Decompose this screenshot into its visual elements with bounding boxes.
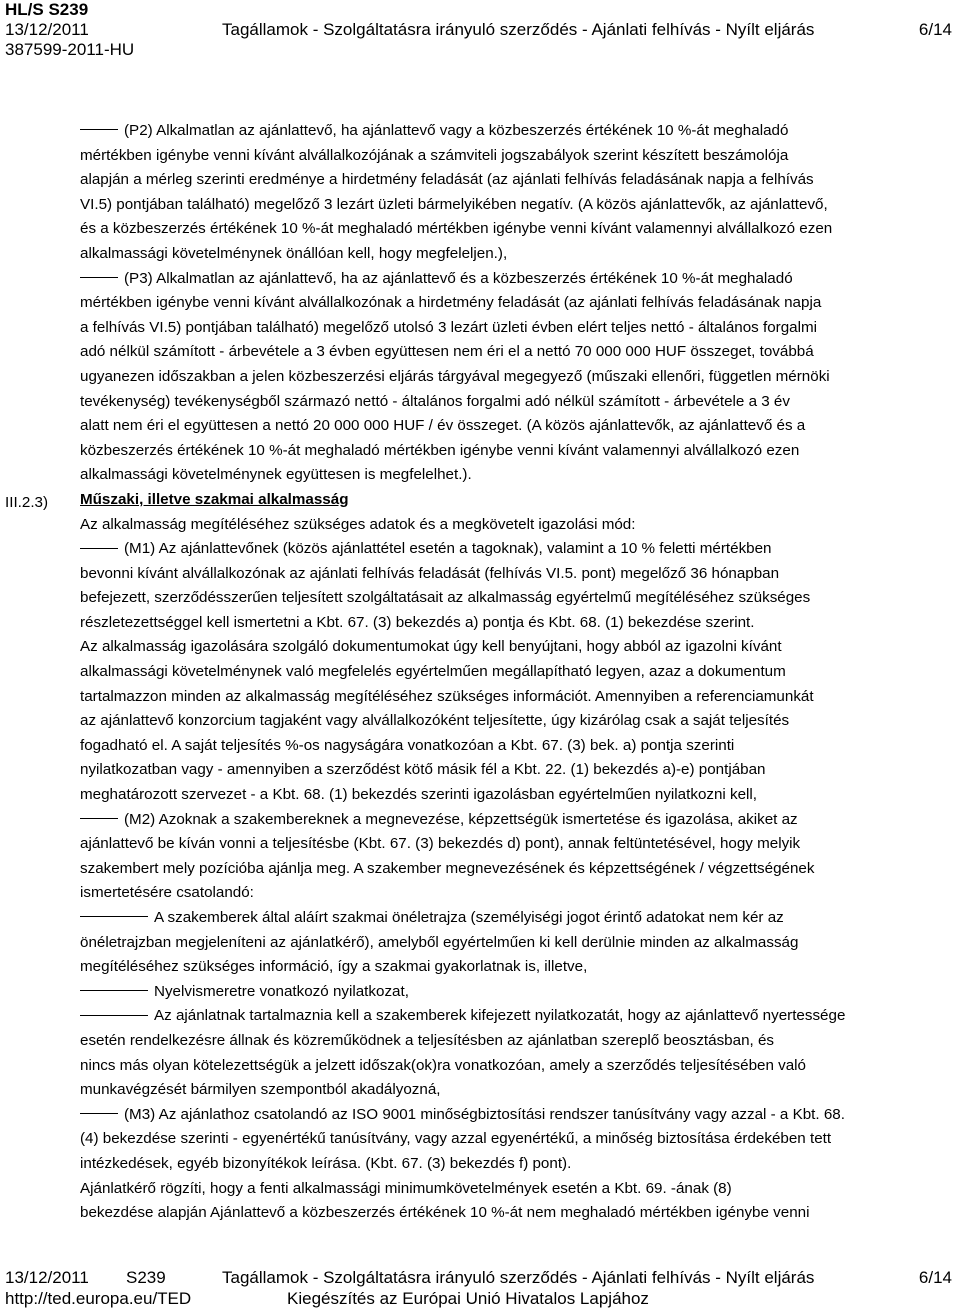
text-line: Az ajánlatnak tartalmaznia kell a szakemberek kifejezett nyilatkozatát, hogy az ajánlattevő nyertessége (80, 1004, 960, 1029)
text-line: (4) bekezdése szerinti - egyenértékű tanúsítvány, vagy azzal egyenértékű, a minőség biztosítása érdekében tett (80, 1130, 832, 1148)
header-title: Tagállamok - Szolgáltatásra irányuló szerződés - Ajánlati felhívás - Nyílt eljárás (222, 20, 815, 39)
text-line: és a közbeszerzés értékének 10 %-át meghaladó mértékben igénybe venni kívánt valamennyi alvállalkozó ezen (80, 220, 833, 238)
notice-id: 387599-2011-HU (5, 40, 135, 59)
journal-label: HL/S S239 (5, 0, 89, 19)
text-line: mértékben igénybe venni kívánt alvállalkozójának a számviteli jogszabályok szerint készített beszámolója (80, 146, 789, 164)
text-line: alkalmassági követelménynek együttesen is megfelelhet.). (80, 466, 472, 484)
text-line: Ajánlatkérő rögzíti, hogy a fenti alkalmassági minimumkövetelmények esetén a Kbt. 69. -ának (8) (80, 1179, 732, 1197)
dash-marker (80, 1113, 118, 1114)
dash-marker (118, 990, 148, 991)
text-line: alapján a mérleg szerinti eredménye a hirdetmény feladását (az ajánlati felhívás feladásának napja a felhívás (80, 171, 814, 189)
text-line: tartalmazzon minden az alkalmasság megítéléséhez szükséges információt. Amennyiben a referenciamunkát (80, 687, 814, 705)
text-line: intézkedések, egyéb bizonyítékok leírása. (Kbt. 67. (3) bekezdés f) pont). (80, 1154, 572, 1172)
text-line: részletezettséggel kell ismertetni a Kbt. 67. (3) bekezdés a) pontja és Kbt. 68. (1) bekezdése szerint. (80, 613, 755, 631)
section-number: III.2.3) (5, 494, 49, 511)
text-line: Az alkalmasság megítéléséhez szükséges adatok és a megkövetelt igazolási mód: (80, 515, 636, 533)
footer-journal: S239 (126, 1268, 166, 1287)
dash-marker (80, 916, 118, 917)
text-line: nincs más olyan kötelezettségük a jelzett időszak(ok)ra vonatkozóan, amely a szerződés teljesítésében való (80, 1056, 807, 1074)
text-line: befejezett, szerződésszerűen teljesített szolgáltatásait az alkalmasság egyértelmű megítéléséhez szükséges (80, 589, 811, 607)
text-line: ugyanezen időszakban a jelen közbeszerzési eljárás tárgyával megegyező (műszaki ellenőri, független mérnöki (80, 367, 830, 385)
dash-marker (118, 1015, 148, 1016)
text-line: tevékenység) tevékenységből származó nettó - általános forgalmi adó nélkül számított - árbevétele a 3 év (80, 392, 790, 410)
text-line: VI.5) pontjában található) megelőző 3 lezárt üzleti bármelyikében negatív. (A közös ajánlattevők, az ajánlattevő, (80, 195, 828, 213)
text-line: alkalmassági követelménynek való megfelelés egyértelműen megállapítható legyen, azaz a dokumentum (80, 663, 786, 681)
text-line: (P3) Alkalmatlan az ajánlattevő, ha az ajánlattevő és a közbeszerzés értékének 10 %-át meghaladó (80, 267, 960, 292)
text-line: az ajánlattevő konzorcium tagjaként vagy alvállalkozóként teljesítette, úgy kizárólag csak a saját teljesítés (80, 712, 790, 730)
text-line: mértékben igénybe venni kívánt alvállalkozónak a hirdetmény feladását (az ajánlati felhívás feladásának napja (80, 294, 822, 312)
header-date: 13/12/2011 (5, 20, 89, 39)
footer-date: 13/12/2011 (5, 1268, 89, 1287)
text-line: önéletrajzban megjeleníteni az ajánlatkérő), amelyből egyértelműen ki kell derülnie minden az alkalmasság (80, 933, 799, 951)
section-heading: Műszaki, illetve szakmai alkalmasság (80, 490, 349, 508)
text-line: Nyelvismeretre vonatkozó nyilatkozat, (80, 980, 960, 1005)
text-line: alatt nem éri el együttesen a nettó 20 000 000 HUF / év összeget. (A közös ajánlattevők, az ajánlattevő és a (80, 417, 806, 435)
text-line: (M3) Az ajánlathoz csatolandó az ISO 9001 minőségbiztosítási rendszer tanúsítvány vagy azzal - a Kbt. 68. (80, 1103, 960, 1128)
footer-url-link[interactable]: http://ted.europa.eu/TED (5, 1289, 192, 1308)
text-line: fogadható el. A saját teljesítés %-os nagyságára vonatkozóan a Kbt. 67. (3) bek. a) pontja szerinti (80, 736, 735, 754)
footer-title: Tagállamok - Szolgáltatásra irányuló szerződés - Ajánlati felhívás - Nyílt eljárás (222, 1268, 815, 1287)
header-page-number: 6/14 (918, 20, 952, 39)
text-line: meghatározott szervezet - a Kbt. 68. (1) bekezdés szerinti igazolásban egyértelműen nyilatkozni kell, (80, 786, 758, 804)
document-body (80, 119, 960, 1226)
text-line: adó nélkül számított - árbevétele a 3 évben együttesen nem éri el a nettó 70 000 000 HUF összeget, továbbá (80, 343, 814, 361)
text-line: megítéléséhez szükséges információ, így a szakmai gyakorlatnak is, illetve, (80, 958, 588, 976)
text-line: esetén rendelkezésre állnak és közreműködnek a teljesítésben az ajánlatban szereplő beosztásban, és (80, 1031, 774, 1049)
dash-marker (80, 990, 118, 991)
text-line: alkalmassági követelménynek önállóan kell, hogy megfeleljen.), (80, 244, 508, 262)
text-line: közbeszerzés értékének 10 %-át meghaladó mértékben igénybe venni kívánt valamennyi alvállalkozó ezen (80, 441, 800, 459)
footer-publisher: Kiegészítés az Európai Unió Hivatalos Lapjához (287, 1289, 649, 1308)
text-line: a felhívás VI.5) pontjában található) megelőző utolsó 3 lezárt üzleti évben elért teljes nettó - általános forgalmi (80, 318, 818, 336)
dash-marker (80, 277, 118, 278)
dash-marker (118, 916, 148, 917)
dash-marker (80, 818, 118, 819)
text-line: bevonni kívánt alvállalkozónak az ajánlati felhívás feladását (felhívás VI.5. pont) megelőző 36 hónapban (80, 564, 780, 582)
dash-marker (80, 1015, 118, 1016)
text-line: szakembert mely pozícióba ajánlja meg. A szakember megnevezésének és képzettségének / végzettségének (80, 859, 815, 877)
text-line: A szakemberek által aláírt szakmai önéletrajza (személyiségi jogot érintő adatokat nem kér az (80, 906, 960, 931)
text-line: nyilatkozatban vagy - amennyiben a szerződést kötő másik fél a Kbt. 22. (1) bekezdés a)-e) pontjában (80, 761, 766, 779)
text-line: Az alkalmasság igazolására szolgáló dokumentumokat úgy kell benyújtani, hogy abból az igazolni kívánt (80, 638, 782, 656)
dash-marker (80, 548, 118, 549)
text-line: ajánlattevő be kíván vonni a teljesítésbe (Kbt. 67. (3) bekezdés d) pont), annak feltüntetésével, hogy melyik (80, 835, 801, 853)
footer-page-number: 6/14 (918, 1268, 952, 1287)
text-line: (P2) Alkalmatlan az ajánlattevő, ha ajánlattevő vagy a közbeszerzés értékének 10 %-át meghaladó (80, 119, 960, 144)
text-line: munkavégzését bármilyen szempontból akadályozná, (80, 1081, 441, 1099)
text-line: bekezdése alapján Ajánlattevő a közbeszerzés értékének 10 %-át nem meghaladó mértékben igénybe venni (80, 1204, 810, 1222)
text-line: (M2) Azoknak a szakembereknek a megnevezése, képzettségük ismertetése és igazolása, akiket az (80, 808, 960, 833)
text-line: ismertetésére csatolandó: (80, 884, 254, 902)
text-line: (M1) Az ajánlattevőnek (közös ajánlattétel esetén a tagoknak), valamint a 10 % feletti mértékben (80, 537, 960, 562)
dash-marker (80, 129, 118, 130)
